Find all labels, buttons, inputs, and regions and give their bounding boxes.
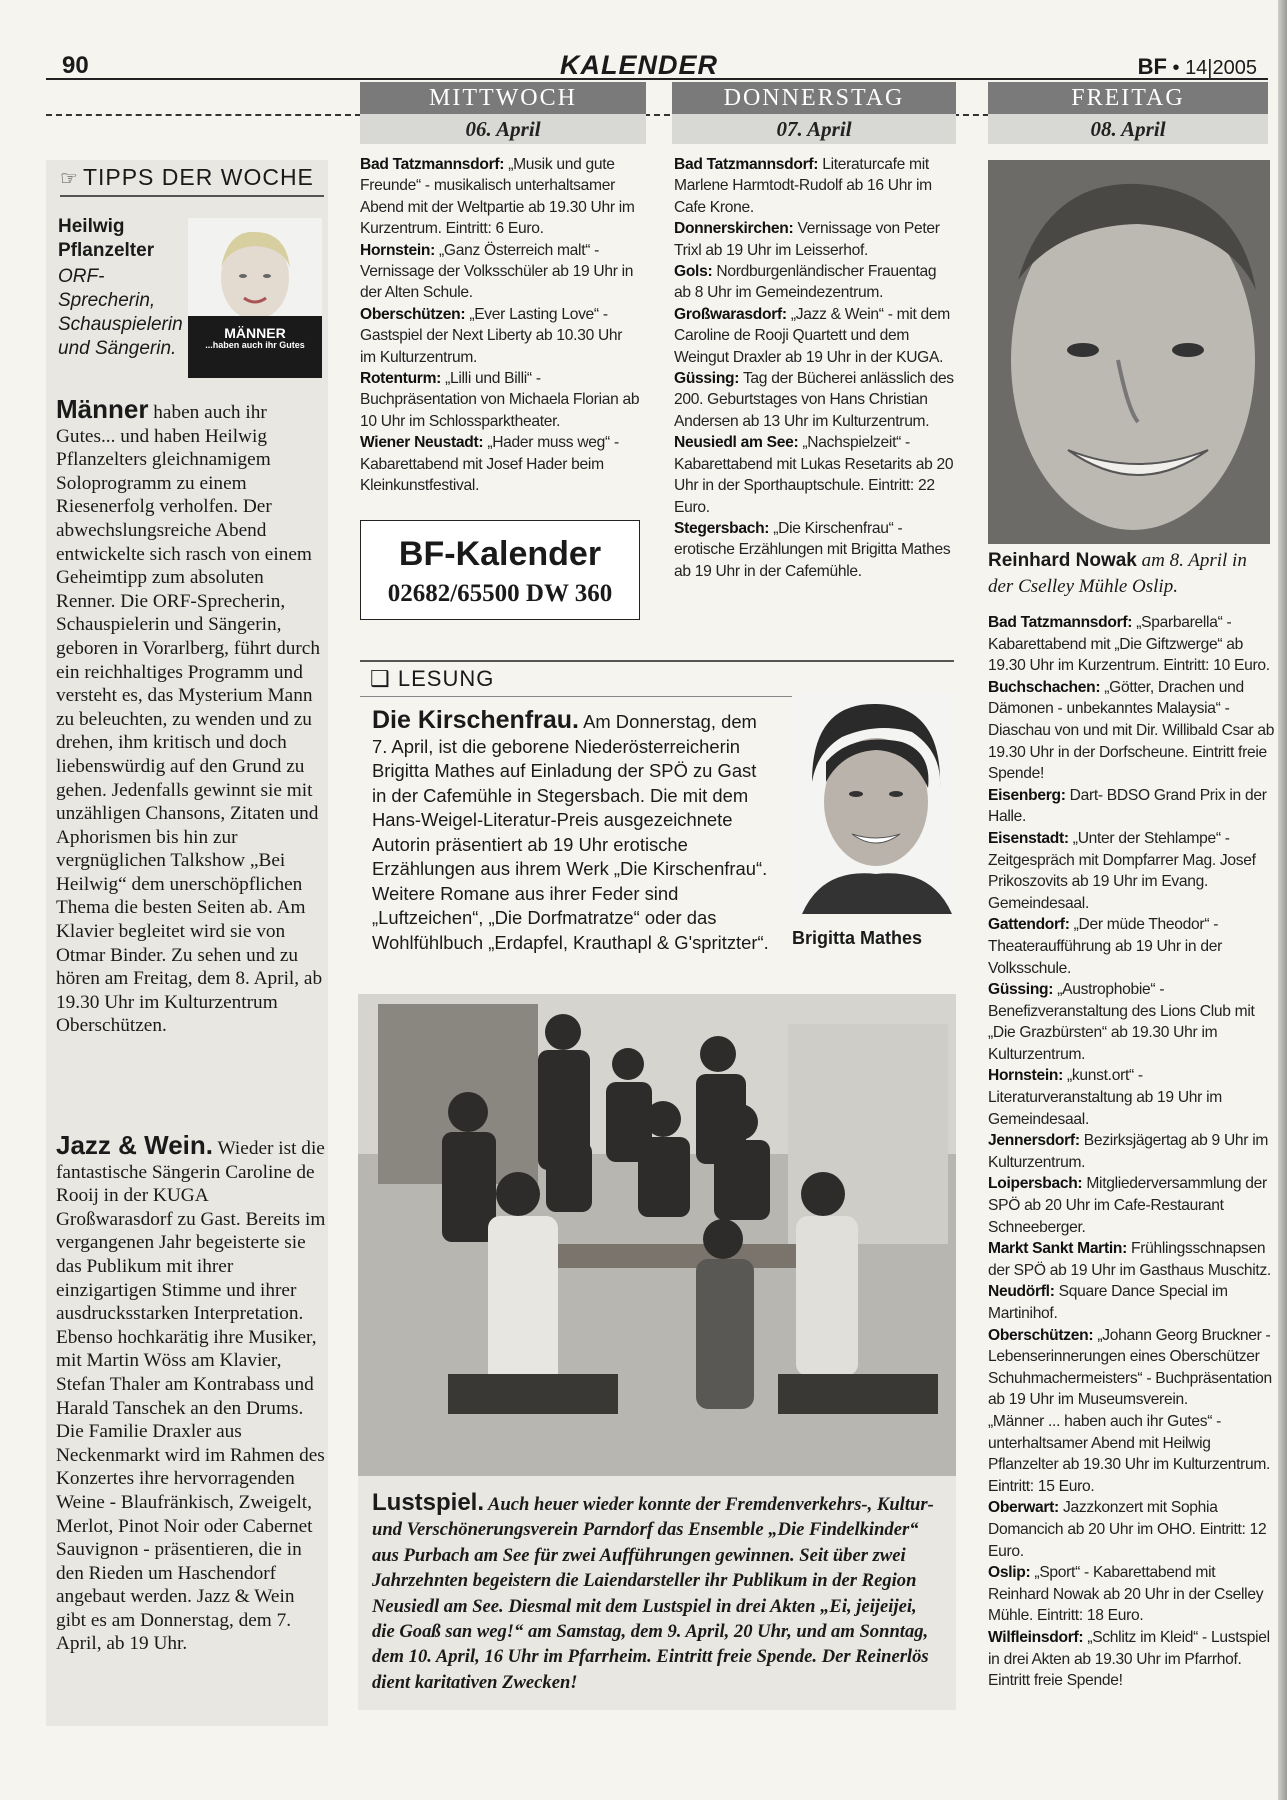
- event-text: „Schlitz im Kleid“ - Lustspiel in drei Akten ab 19.30 Uhr im Pfarrhof. Eintritt freie Spende!: [988, 1628, 1270, 1690]
- event-place: Rotenturm:: [360, 370, 442, 388]
- event-item: [988, 1238, 1276, 1281]
- day-name: MITTWOCH: [429, 85, 577, 111]
- event-text: „Ganz Österreich malt“ - Vernissage der Volksschüler ab 19 Uhr in der Alten Schule.: [360, 241, 634, 302]
- event-text: Jazzkonzert mit Sophia Domancich ab 20 Uhr im OHO. Eintritt: 12 Euro.: [988, 1499, 1267, 1560]
- thursday-event-list: [674, 154, 956, 582]
- lesung-heading: ❑ LESUNG: [360, 660, 954, 697]
- caption-name: Reinhard Nowak: [988, 550, 1137, 571]
- day-header-friday: [988, 82, 1268, 144]
- reinhard-nowak-photo: [988, 160, 1270, 544]
- issue-brand: BF: [1137, 54, 1167, 79]
- event-place: Neusiedl am See:: [674, 434, 799, 452]
- page-spine-shadow: [1278, 0, 1287, 1800]
- event-item: [674, 218, 956, 261]
- event-item: [988, 1497, 1276, 1562]
- event-text: „Hader muss weg“ - Kabarettabend mit Josef Hader beim Kleinkunstfestival.: [360, 434, 619, 495]
- event-text: „Nachspielzeit“ - Kabarettabend mit Lukas Resetarits ab 20 Uhr in der Sporthauptschule. Eintritt: 22 Euro.: [674, 434, 954, 516]
- lesung-article: [372, 708, 772, 955]
- event-item: [988, 785, 1276, 828]
- issue-label: [1138, 54, 1257, 80]
- event-item: [674, 368, 956, 432]
- nowak-photo-caption: [988, 548, 1268, 600]
- day-name: DONNERSTAG: [723, 85, 905, 111]
- event-place: Neudörfl:: [988, 1283, 1055, 1301]
- lustspiel-article: [372, 1490, 944, 1695]
- event-item: [674, 304, 956, 368]
- tipp-person-name: Heilwig Pflanzelter: [58, 216, 155, 261]
- event-text: „Sport“ - Kabarettabend mit Reinhard Nowak ab 20 Uhr in der Cselley Mühle. Eintritt: 18 Euro.: [988, 1564, 1264, 1625]
- event-place: Jennersdorf:: [988, 1132, 1080, 1150]
- event-text: Mitgliederversammlung der SPÖ ab 20 Uhr im Cafe-Restaurant Schneeberger.: [988, 1175, 1267, 1236]
- event-text: „Die Kirschenfrau“ - erotische Erzählungen mit Brigitta Mathes ab 19 Uhr in der Cafemühle.: [674, 519, 951, 580]
- event-item: [360, 240, 642, 304]
- event-text: „kunst.ort“ - Literaturveranstaltung ab 19 Uhr im Gemeindesaal.: [988, 1067, 1222, 1128]
- event-item: [988, 1411, 1276, 1497]
- event-text: Frühlingsschnapsen der SPÖ ab 19 Uhr im Gasthaus Muschitz.: [988, 1240, 1271, 1279]
- event-place: Eisenberg:: [988, 786, 1066, 804]
- event-text: Square Dance Special im Martinihof.: [988, 1283, 1228, 1322]
- event-text: „Sparbarella“ - Kabarettabend mit „Die Giftzwerge“ ab 19.30 Uhr im Kurzentrum. Eintritt: 10 Euro.: [988, 614, 1270, 675]
- event-item: [360, 368, 642, 432]
- article-text: Wieder ist die fantastische Sängerin Caroline de Rooij in der KUGA Großwarasdorf zu Gast. Bereits im vergangenen Jahr begeisterte sie das Publikum mit ihrer einzigartigen Stimme und ihrer ausdrucksstarken Interpretation. Ebenso hochkarätig ihre Musiker, mit Martin Wöss am Klavier, Stefan Thaler am Kontrabass und Harald Tanschek an den Drums. Die Familie Draxler aus Neckenmarkt wird im Rahmen des Konzertes ihre hervorragenden Weine - Blaufränkisch, Zweigelt, Merlot, Pinot Noir oder Cabernet Sauvignon - präsentieren, die in den Rieden um Haschendorf angebaut werden. Jazz & Wein gibt es am Donnerstag, dem 7. April, ab 19 Uhr.: [56, 1138, 326, 1655]
- event-text: Literaturcafe mit Marlene Harmtodt-Rudolf ab 16 Uhr im Cafe Krone.: [674, 156, 932, 216]
- event-text: Bezirksjägertag ab 9 Uhr im Kulturzentrum.: [988, 1132, 1269, 1171]
- day-date: 08. April: [988, 114, 1268, 144]
- event-place: Gattendorf:: [988, 916, 1070, 934]
- day-name: FREITAG: [1071, 85, 1185, 111]
- event-place: Güssing:: [674, 370, 740, 388]
- event-place: Oberschützen:: [360, 305, 466, 323]
- event-place: Gols:: [674, 263, 713, 281]
- portrait-illustration: [988, 160, 1270, 544]
- event-place: Loipersbach:: [988, 1175, 1083, 1193]
- friday-event-list: [988, 612, 1276, 1692]
- issue-separator: •: [1172, 57, 1180, 79]
- event-item: [988, 828, 1276, 914]
- event-place: Eisenstadt:: [988, 829, 1069, 847]
- event-text: „Jazz & Wein“ - mit dem Caroline de Rooji Quartett und dem Weingut Draxler ab 19 Uhr in der KUGA.: [674, 305, 950, 366]
- event-text: „Der müde Theodor“ - Theateraufführung ab 19 Uhr in der Volksschule.: [988, 916, 1222, 977]
- bf-kalender-box: [360, 520, 640, 620]
- event-place: Bad Tatzmannsdorf:: [360, 156, 505, 173]
- event-place: Wilfleinsdorf:: [988, 1628, 1084, 1646]
- event-text: Nordburgenländischer Frauentag ab 8 Uhr im Gemeindezentrum.: [674, 263, 937, 302]
- brigitta-photo-caption: Brigitta Mathes: [792, 928, 923, 948]
- bf-kalender-phone: 02682/65500 DW 360: [387, 580, 613, 607]
- event-place: Donnerskirchen:: [674, 220, 794, 238]
- article-lead: Männer: [56, 394, 149, 424]
- event-text: „Johann Georg Bruckner - Lebenserinnerungen eines Oberschützer Schuhmachermeisters“ - Buchpräsentation ab 19 Uhr im Museumsverein.: [988, 1326, 1272, 1409]
- event-text: „Ever Lasting Love“ - Gastspiel der Next Liberty ab 10.30 Uhr im Kulturzentrum.: [360, 305, 623, 366]
- event-place: Markt Sankt Martin:: [988, 1240, 1127, 1258]
- event-place: Güssing:: [988, 981, 1054, 999]
- article-lead: Lustspiel.: [372, 1489, 485, 1516]
- event-place: Wiener Neustadt:: [360, 434, 484, 452]
- day-date: 06. April: [360, 114, 646, 144]
- section-title: KALENDER: [560, 50, 719, 80]
- event-text: „Unter der Stehlampe“ - Zeitgespräch mit Dompfarrer Mag. Josef Prikoszovits ab 19 Uhr im Evang. Gemeindesaal.: [988, 829, 1256, 912]
- event-item: [988, 1281, 1276, 1324]
- article-text: Auch heuer wieder konnte der Fremdenverkehrs-, Kultur- und Verschönerungsverein Parndorf das Ensemble „Die Findelkinder“ aus Purbach am See für zwei Aufführungen gewinnen. Seit über zwei Jahrzehnten begeistern die Laiendarsteller ihr Publikum in der Region Neusiedl am See. Diesmal mit dem Lustspiel in drei Akten „Ei, jeijeijei, die Goaß san weg!“ am Samstag, dem 9. April, 20 Uhr, und am Sonntag, dem 10. April, 16 Uhr im Pfarrheim. Eintritt freie Spende. Der Reinerlös dient karitativen Zwecken!: [372, 1494, 934, 1693]
- event-item: [988, 1065, 1276, 1130]
- day-header-thursday: [672, 82, 956, 144]
- event-place: Hornstein:: [988, 1067, 1063, 1085]
- article-lead: Jazz & Wein.: [56, 1130, 214, 1160]
- tipp-person-role: ORF-Sprecherin, Schauspielerin und Sängerin.: [58, 266, 183, 359]
- event-text: Vernissage von Peter Trixl ab 19 Uhr im Leisserhof.: [674, 220, 940, 259]
- event-item: [674, 518, 956, 582]
- event-item: [674, 432, 956, 518]
- event-item: [988, 677, 1276, 785]
- portrait-illustration: [792, 692, 954, 914]
- event-item: [360, 304, 642, 368]
- event-text: „Austrophobie“ - Benefizveranstaltung des Lions Club mit „Die Grazbürsten“ ab 19.30 Uhr im Kulturzentrum.: [988, 981, 1255, 1063]
- event-place: Oberschützen:: [988, 1326, 1094, 1344]
- event-item: [674, 261, 956, 304]
- bf-kalender-title: BF-Kalender: [398, 535, 602, 573]
- event-text: „Götter, Drachen und Dämonen - unbekanntes Malaysia“ - Diaschau von und mit Dir. Willibald Csar ab 19.30 Uhr in der Dorfscheune. Eintritt freie Spende!: [988, 678, 1275, 783]
- ensemble-group-photo: [358, 994, 956, 1476]
- shirt-print: MÄNNER ...haben auch ihr Gutes: [188, 316, 322, 378]
- tipp-article-maenner: [56, 394, 326, 1038]
- wednesday-event-list: [360, 154, 642, 497]
- caption-text: am 8. April in der Cselley Mühle Oslip.: [988, 550, 1247, 597]
- event-item: [988, 979, 1276, 1065]
- event-place: Stegersbach:: [674, 519, 770, 537]
- event-place: Großwarasdorf:: [674, 305, 787, 323]
- event-item: [988, 612, 1276, 677]
- event-text: „Musik und gute Freunde“ - musikalisch unterhaltsamer Abend mit der Weltpartie ab 19.30 Uhr im Kurzentrum. Eintritt: 6 Euro.: [360, 156, 635, 238]
- tipps-heading: ☞ TIPPS DER WOCHE: [60, 164, 324, 197]
- event-item: [988, 1173, 1276, 1238]
- header-rule: [46, 78, 1268, 80]
- group-photo-illustration: [358, 994, 956, 1476]
- event-text: „Männer ... haben auch ihr Gutes“ - unterhaltsamer Abend mit Heilwig Pflanzelter ab 19.30 Uhr im Kulturzentrum. Eintritt: 15 Euro.: [988, 1412, 1271, 1495]
- tipp-article-jazz-wein: [56, 1130, 326, 1656]
- event-place: Oslip:: [988, 1564, 1031, 1582]
- event-item: [360, 154, 642, 240]
- heilwig-portrait-photo: [188, 218, 322, 378]
- article-lead: Die Kirschenfrau.: [372, 706, 580, 734]
- event-item: [988, 1627, 1276, 1692]
- event-text: „Lilli und Billi“ - Buchpräsentation von Michaela Florian ab 10 Uhr im Schlossparktheater.: [360, 370, 640, 430]
- event-place: Hornstein:: [360, 241, 435, 259]
- article-text: haben auch ihr Gutes... und haben Heilwig Pflanzelters gleichnamigem Soloprogramm zu einem Riesenerfolg verholfen. Der abwechslungsreiche Abend entwickelte sich rasch von einem Geheimtipp zum absoluten Renner. Die ORF-Sprecherin, Schauspielerin und Sängerin, geboren in Vorarlberg, führt durch ein reichhaltiges Programm und versteht es, das Mysterium Mann zu beleuchten, zu wenden und zu drehen, ihm kritisch und doch liebenswürdig auf den Grund zu gehen. Jedenfalls gewinnt sie mit unzähligen Chansons, Zitaten und Aphorismen bis hin zur vergnüglichen Talkshow „Bei Heilwig“ dem unerschöpflichen Thema die besten Seiten ab. Am Klavier begleitet wird sie von Otmar Binder. Zu sehen und zu hören am Freitag, dem 8. April, ab 19.30 Uhr im Kulturzentrum Oberschützen.: [56, 402, 323, 1037]
- event-item: [360, 432, 642, 496]
- event-place: Oberwart:: [988, 1499, 1059, 1517]
- article-text: Am Donnerstag, dem 7. April, ist die geborene Niederösterreicherin Brigitta Mathes auf Einladung der SPÖ zu Gast in der Cafemühle in Stegersbach. Die mit dem Hans-Weigel-Literatur-Preis ausgezeichnete Autorin präsentiert ab 19 Uhr erotische Erzählungen aus ihrem Werk „Die Kirschenfrau“. Weitere Romane aus ihrer Feder sind „Luftzeichen“, „Die Dorfmatratze“ oder das Wohlfühlbuch „Erdapfel, Krauthapl & G'spritzter“.: [372, 711, 769, 953]
- event-text: Dart- BDSO Grand Prix in der Halle.: [988, 786, 1267, 826]
- event-item: [988, 914, 1276, 979]
- event-item: [988, 1325, 1276, 1411]
- page-number: 90: [62, 52, 89, 79]
- event-item: [988, 1562, 1276, 1627]
- event-place: Bad Tatzmannsdorf:: [674, 156, 819, 173]
- day-header-wednesday: [360, 82, 646, 144]
- event-item: [674, 154, 956, 218]
- event-place: Bad Tatzmannsdorf:: [988, 614, 1133, 631]
- pointing-hand-icon: ☞: [60, 168, 79, 190]
- event-item: [988, 1130, 1276, 1173]
- day-date: 07. April: [672, 114, 956, 144]
- checkbox-square-icon: ❑: [370, 666, 391, 691]
- event-place: Buchschachen:: [988, 678, 1101, 696]
- brigitta-mathes-photo: [792, 692, 954, 914]
- issue-number: 14|2005: [1185, 57, 1257, 79]
- event-text: Tag der Bücherei anlässlich des 200. Geburtstages von Hans Christian Andersen ab 13 Uhr im Kulturzentrum.: [674, 370, 954, 430]
